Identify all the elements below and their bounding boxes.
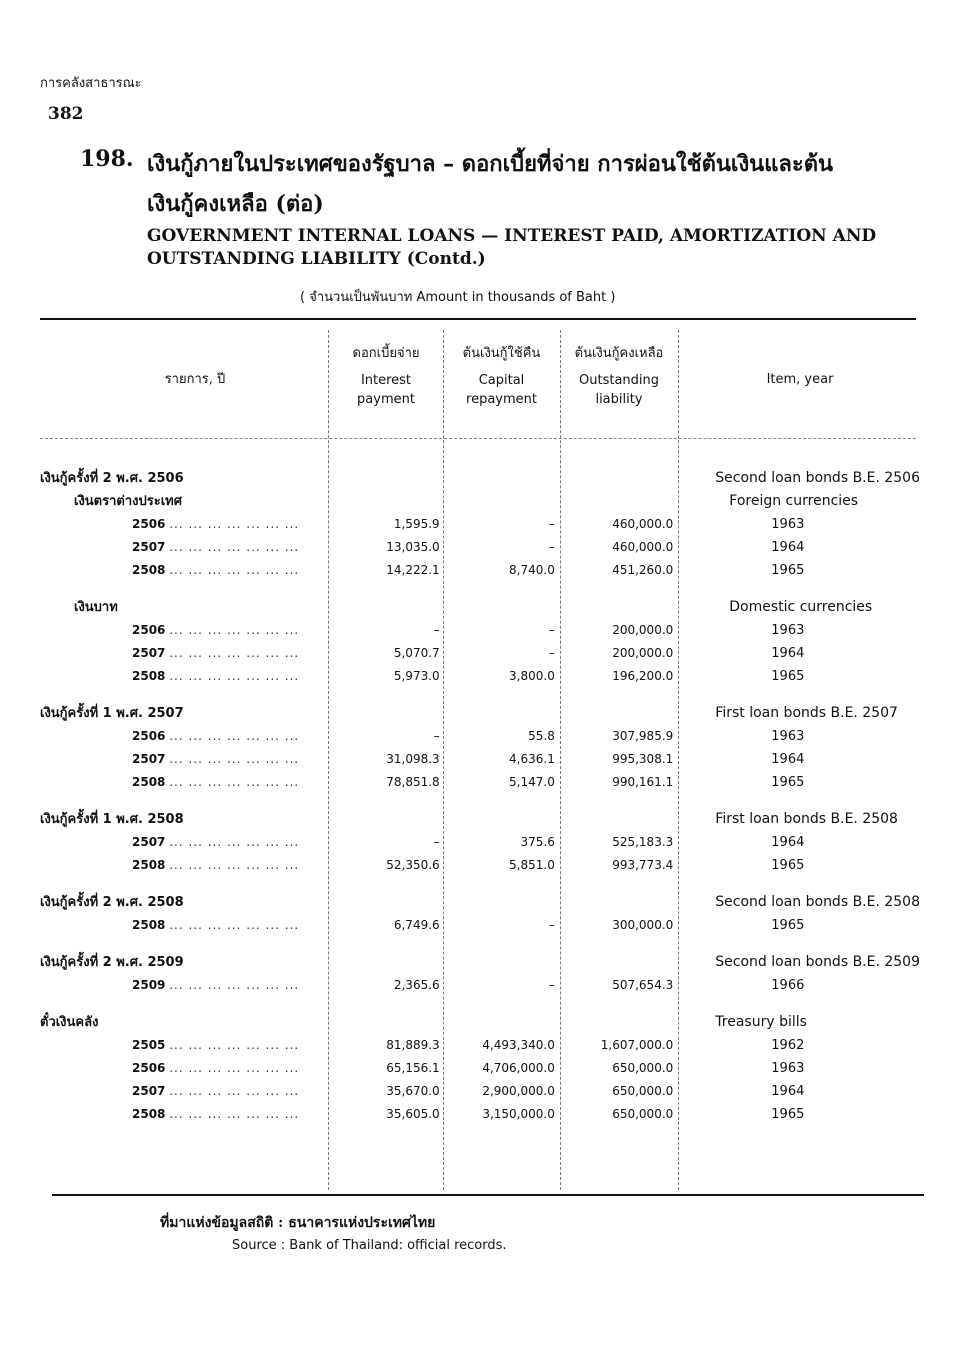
table-row bbox=[40, 1056, 920, 1079]
interest-value: 65,156.1 bbox=[386, 1060, 440, 1075]
interest-value: 14,222.1 bbox=[386, 562, 440, 577]
leader-dots: ... ... ... ... ... ... ... bbox=[169, 774, 300, 789]
spacer-row bbox=[40, 581, 920, 595]
spacer-row bbox=[40, 876, 920, 890]
interest-value: 1,595.9 bbox=[393, 516, 440, 531]
row-year: 2508 bbox=[132, 562, 166, 577]
row-year-en: 1965 bbox=[771, 774, 805, 790]
leader-dots: ... ... ... ... ... ... ... bbox=[169, 539, 300, 554]
row-year-en: 1964 bbox=[771, 539, 805, 555]
interest-value: 52,350.6 bbox=[386, 857, 440, 872]
item-header-en: Item, year bbox=[766, 372, 834, 387]
group-header-row bbox=[40, 1010, 920, 1033]
group-label-th: เงินกู้ครั้งที่ 1 พ.ศ. 2508 bbox=[40, 812, 184, 827]
interest-value: 5,973.0 bbox=[393, 668, 440, 683]
subgroup-header-row bbox=[40, 489, 920, 512]
row-year-en: 1965 bbox=[771, 668, 805, 684]
table-top-rule bbox=[40, 318, 916, 320]
capital-value: 5,851.0 bbox=[509, 857, 555, 872]
outstanding-value: 451,260.0 bbox=[612, 562, 674, 577]
table-row bbox=[40, 512, 920, 535]
leader-dots: ... ... ... ... ... ... ... bbox=[169, 1060, 300, 1075]
leader-dots: ... ... ... ... ... ... ... bbox=[169, 562, 300, 577]
column-header-item-thai bbox=[130, 370, 260, 389]
leader-dots: ... ... ... ... ... ... ... bbox=[169, 917, 300, 932]
capital-value: 4,493,340.0 bbox=[482, 1037, 555, 1052]
row-year: 2508 bbox=[132, 917, 166, 932]
spacer-row bbox=[40, 687, 920, 701]
spacer-row bbox=[40, 793, 920, 807]
table-row bbox=[40, 641, 920, 664]
group-label-en: First loan bonds B.E. 2508 bbox=[715, 810, 898, 827]
interest-value: 31,098.3 bbox=[386, 751, 440, 766]
capital-value: 3,800.0 bbox=[509, 668, 555, 683]
subgroup-label-en: Foreign currencies bbox=[729, 492, 859, 509]
outstanding-value: 650,000.0 bbox=[612, 1083, 674, 1098]
capital-header-en-1: Capital bbox=[478, 373, 525, 388]
interest-value: 81,889.3 bbox=[386, 1037, 440, 1052]
outstanding-value: 307,985.9 bbox=[612, 728, 674, 743]
interest-value: 13,035.0 bbox=[386, 539, 440, 554]
capital-value: 55.8 bbox=[528, 728, 555, 743]
group-label-en: Treasury bills bbox=[715, 1013, 807, 1030]
interest-header-th: ดอกเบี้ยจ่าย bbox=[352, 346, 420, 361]
outstanding-value: 200,000.0 bbox=[612, 622, 674, 637]
leader-dots: ... ... ... ... ... ... ... bbox=[169, 622, 300, 637]
page-number: 382 bbox=[48, 104, 84, 124]
leader-dots: ... ... ... ... ... ... ... bbox=[169, 1106, 300, 1121]
leader-dots: ... ... ... ... ... ... ... bbox=[169, 1083, 300, 1098]
running-header: การคลังสาธารณะ bbox=[40, 76, 142, 91]
subgroup-header-row bbox=[40, 595, 920, 618]
leader-dots: ... ... ... ... ... ... ... bbox=[169, 668, 300, 683]
title-thai-line-1: เงินกู้ภายในประเทศของรัฐบาล – ดอกเบี้ยที่จ่าย การผ่อนใช้ต้นเงินและต้น bbox=[147, 151, 834, 177]
row-year: 2507 bbox=[132, 1083, 166, 1098]
row-year-en: 1964 bbox=[771, 1083, 805, 1099]
row-year-en: 1965 bbox=[771, 857, 805, 873]
row-year: 2508 bbox=[132, 774, 166, 789]
row-year-en: 1963 bbox=[771, 728, 805, 744]
capital-value: – bbox=[548, 539, 555, 554]
row-year-en: 1965 bbox=[771, 562, 805, 578]
capital-header-th: ต้นเงินกู้ใช้คืน bbox=[462, 346, 541, 361]
subgroup-label-th: เงินบาท bbox=[74, 600, 118, 615]
row-year: 2507 bbox=[132, 834, 166, 849]
row-year: 2506 bbox=[132, 728, 166, 743]
outstanding-value: 1,607,000.0 bbox=[600, 1037, 674, 1052]
capital-header-en-2: repayment bbox=[466, 392, 537, 407]
spacer-row bbox=[40, 936, 920, 950]
outstanding-header-en-1: Outstanding bbox=[579, 373, 659, 388]
capital-value: – bbox=[548, 917, 555, 932]
outstanding-value: 460,000.0 bbox=[612, 516, 674, 531]
interest-header-en-2: payment bbox=[357, 392, 415, 407]
table-row bbox=[40, 830, 920, 853]
row-year: 2507 bbox=[132, 645, 166, 660]
capital-value: 3,150,000.0 bbox=[482, 1106, 555, 1121]
group-label-th: เงินกู้ครั้งที่ 2 พ.ศ. 2508 bbox=[40, 895, 184, 910]
group-label-en: Second loan bonds B.E. 2508 bbox=[715, 893, 920, 910]
outstanding-value: 995,308.1 bbox=[612, 751, 674, 766]
outstanding-value: 650,000.0 bbox=[612, 1060, 674, 1075]
group-label-th: เงินกู้ครั้งที่ 2 พ.ศ. 2506 bbox=[40, 471, 184, 486]
row-year: 2507 bbox=[132, 751, 166, 766]
interest-value: – bbox=[433, 834, 440, 849]
header-bottom-rule bbox=[40, 438, 916, 439]
source-thai: ที่มาแห่งข้อมูลสถิติ : ธนาคารแห่งประเทศไทย bbox=[160, 1215, 436, 1231]
row-year-en: 1965 bbox=[771, 1106, 805, 1122]
table-row bbox=[40, 618, 920, 641]
table-row bbox=[40, 973, 920, 996]
row-year: 2506 bbox=[132, 1060, 166, 1075]
leader-dots: ... ... ... ... ... ... ... bbox=[169, 645, 300, 660]
interest-header-en-1: Interest bbox=[360, 373, 412, 388]
source-english: Source : Bank of Thailand: official records. bbox=[232, 1238, 507, 1253]
capital-value: 5,147.0 bbox=[509, 774, 555, 789]
table-number: 198. bbox=[80, 146, 134, 172]
outstanding-value: 196,200.0 bbox=[612, 668, 674, 683]
leader-dots: ... ... ... ... ... ... ... bbox=[169, 728, 300, 743]
outstanding-value: 990,161.1 bbox=[612, 774, 674, 789]
column-header-outstanding bbox=[561, 344, 677, 409]
leader-dots: ... ... ... ... ... ... ... bbox=[169, 857, 300, 872]
interest-value: 6,749.6 bbox=[393, 917, 440, 932]
group-header-row bbox=[40, 701, 920, 724]
outstanding-value: 200,000.0 bbox=[612, 645, 674, 660]
row-year-en: 1963 bbox=[771, 1060, 805, 1076]
outstanding-value: 300,000.0 bbox=[612, 917, 674, 932]
row-year: 2508 bbox=[132, 668, 166, 683]
table-row bbox=[40, 558, 920, 581]
interest-value: – bbox=[433, 728, 440, 743]
row-year: 2506 bbox=[132, 622, 166, 637]
interest-value: 78,851.8 bbox=[386, 774, 440, 789]
spacer-row bbox=[40, 996, 920, 1010]
table-row bbox=[40, 1102, 920, 1125]
interest-value: 35,670.0 bbox=[386, 1083, 440, 1098]
interest-value: 5,070.7 bbox=[393, 645, 440, 660]
capital-value: – bbox=[548, 645, 555, 660]
leader-dots: ... ... ... ... ... ... ... bbox=[169, 516, 300, 531]
table-row bbox=[40, 747, 920, 770]
table-row bbox=[40, 1079, 920, 1102]
group-header-row bbox=[40, 807, 920, 830]
title-english-line-1: GOVERNMENT INTERNAL LOANS — INTEREST PAID, AMORTIZATION AND bbox=[147, 226, 877, 246]
row-year: 2505 bbox=[132, 1037, 166, 1052]
column-header-interest bbox=[330, 344, 442, 409]
capital-value: 375.6 bbox=[520, 834, 555, 849]
group-header-row bbox=[40, 950, 920, 973]
subgroup-label-en: Domestic currencies bbox=[729, 598, 873, 615]
group-label-en: Second loan bonds B.E. 2506 bbox=[715, 469, 920, 486]
leader-dots: ... ... ... ... ... ... ... bbox=[169, 977, 300, 992]
group-label-th: เงินกู้ครั้งที่ 1 พ.ศ. 2507 bbox=[40, 706, 184, 721]
leader-dots: ... ... ... ... ... ... ... bbox=[169, 834, 300, 849]
row-year-en: 1963 bbox=[771, 622, 805, 638]
leader-dots: ... ... ... ... ... ... ... bbox=[169, 751, 300, 766]
group-label-en: First loan bonds B.E. 2507 bbox=[715, 704, 898, 721]
row-year-en: 1964 bbox=[771, 834, 805, 850]
capital-value: 4,636.1 bbox=[509, 751, 555, 766]
capital-value: 2,900,000.0 bbox=[482, 1083, 555, 1098]
loans-table bbox=[40, 466, 920, 1125]
column-header-capital bbox=[444, 344, 559, 409]
row-year: 2508 bbox=[132, 1106, 166, 1121]
subgroup-label-th: เงินตราต่างประเทศ bbox=[74, 494, 182, 509]
table-row bbox=[40, 913, 920, 936]
leader-dots: ... ... ... ... ... ... ... bbox=[169, 1037, 300, 1052]
row-year: 2509 bbox=[132, 977, 166, 992]
row-year-en: 1962 bbox=[771, 1037, 805, 1053]
row-year-en: 1964 bbox=[771, 751, 805, 767]
interest-value: – bbox=[433, 622, 440, 637]
table-row bbox=[40, 770, 920, 793]
capital-value: – bbox=[548, 977, 555, 992]
item-header-th: รายการ, ปี bbox=[164, 372, 226, 387]
group-label-th: เงินกู้ครั้งที่ 2 พ.ศ. 2509 bbox=[40, 955, 184, 970]
outstanding-header-en-2: liability bbox=[595, 392, 643, 407]
capital-value: – bbox=[548, 622, 555, 637]
title-english-line-2: OUTSTANDING LIABILITY (Contd.) bbox=[147, 249, 486, 269]
outstanding-header-th: ต้นเงินกู้คงเหลือ bbox=[574, 346, 664, 361]
group-label-th: ตั๋วเงินคลัง bbox=[40, 1015, 99, 1030]
row-year-en: 1966 bbox=[771, 977, 805, 993]
row-year: 2506 bbox=[132, 516, 166, 531]
title-thai-line-2: เงินกู้คงเหลือ (ต่อ) bbox=[147, 191, 324, 217]
table-row bbox=[40, 1033, 920, 1056]
capital-value: 8,740.0 bbox=[509, 562, 555, 577]
group-label-en: Second loan bonds B.E. 2509 bbox=[715, 953, 920, 970]
unit-note: ( จำนวนเป็นพันบาท Amount in thousands of Baht ) bbox=[300, 290, 616, 305]
interest-value: 35,605.0 bbox=[386, 1106, 440, 1121]
table-row bbox=[40, 853, 920, 876]
column-header-item-english bbox=[740, 370, 860, 389]
outstanding-value: 993,773.4 bbox=[612, 857, 674, 872]
capital-value: 4,706,000.0 bbox=[482, 1060, 555, 1075]
row-year-en: 1964 bbox=[771, 645, 805, 661]
outstanding-value: 525,183.3 bbox=[612, 834, 674, 849]
interest-value: 2,365.6 bbox=[393, 977, 440, 992]
table-row bbox=[40, 724, 920, 747]
outstanding-value: 460,000.0 bbox=[612, 539, 674, 554]
row-year: 2507 bbox=[132, 539, 166, 554]
group-header-row bbox=[40, 466, 920, 489]
outstanding-value: 650,000.0 bbox=[612, 1106, 674, 1121]
row-year-en: 1963 bbox=[771, 516, 805, 532]
capital-value: – bbox=[548, 516, 555, 531]
table-bottom-rule bbox=[52, 1194, 924, 1196]
group-header-row bbox=[40, 890, 920, 913]
table-row bbox=[40, 664, 920, 687]
table-row bbox=[40, 535, 920, 558]
row-year: 2508 bbox=[132, 857, 166, 872]
row-year-en: 1965 bbox=[771, 917, 805, 933]
outstanding-value: 507,654.3 bbox=[612, 977, 674, 992]
